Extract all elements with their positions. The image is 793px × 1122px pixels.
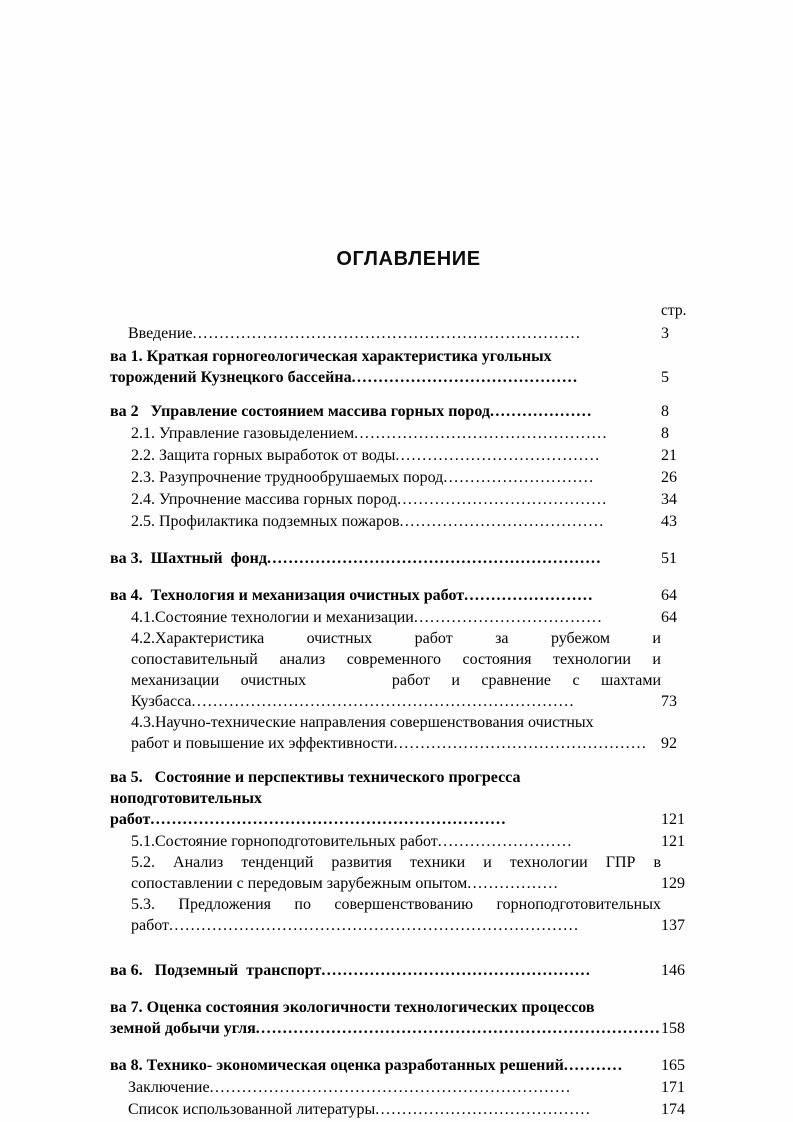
chapter-1-line-1: ва 1. Краткая горногеологическая характеристика угольных [110, 348, 552, 365]
page-number: 5 [661, 369, 669, 386]
chapter-5-body [110, 767, 661, 830]
toc-entry-2-5[interactable] [110, 511, 695, 532]
section-2-4-label: 2.4. Упрочнение массива горных пород [131, 491, 398, 508]
page-number: 129 [661, 875, 685, 892]
page-number: 121 [661, 811, 685, 828]
page-number: 64 [661, 587, 677, 604]
toc-entry-label [110, 1099, 661, 1120]
section-5-1-label: 5.1.Состояние горноподготовительных работ [131, 833, 438, 850]
chapter-4-label: ва 4. Технология и механизация очистных работ [110, 587, 465, 604]
dot-leader: ...................................... [399, 513, 605, 530]
toc-entry-label [110, 323, 661, 344]
dot-leader: ........................ [464, 587, 594, 604]
introduction-label: Введение [128, 325, 193, 342]
chapter-2-label: ва 2 Управление состоянием массива горных пород [110, 403, 490, 420]
section-5-3-body [110, 894, 661, 936]
section-2-1-label: 2.1. Управление газовыделением [131, 425, 355, 442]
section-4-2-line-1: 4.2.Характеристика очистных работ за рубежом и [131, 630, 661, 647]
chapter-7-line-2: земной добычи угля [110, 1020, 256, 1037]
toc-entry-4-3[interactable] [110, 712, 695, 754]
page-number: 121 [661, 833, 685, 850]
toc-entry-4-1[interactable] [110, 607, 695, 628]
chapter-6-label: ва 6. Подземный транспорт [110, 962, 322, 979]
toc-entry-chapter-8[interactable] [110, 1055, 695, 1076]
page-number: 92 [661, 735, 677, 752]
toc-entry-label [110, 401, 661, 422]
chapter-5-line-2: ноподготовительных работ [110, 790, 266, 828]
toc-entry-conclusion[interactable] [110, 1077, 695, 1098]
chapter-1-line-2: торождений Кузнецкого бассейна [110, 369, 352, 386]
section-spacer [110, 936, 695, 944]
dot-leader: ................................................................... [209, 1079, 572, 1096]
page-number: 43 [661, 513, 677, 530]
toc-entry-2-3[interactable] [110, 467, 695, 488]
toc-entry-label [110, 894, 661, 936]
toc-entry-label [110, 1055, 661, 1076]
toc-entry-bibliography[interactable] [110, 1099, 695, 1120]
toc-entry-label [110, 548, 661, 569]
toc-entry-5-1[interactable] [110, 831, 695, 852]
page-title: ОГЛАВЛЕНИЕ [336, 248, 481, 270]
section-4-3-body [110, 712, 661, 754]
toc-entry-introduction[interactable] [110, 323, 695, 344]
page-number: 8 [661, 403, 669, 420]
toc-entry-4-2[interactable] [110, 628, 695, 712]
dot-leader: ............................................................................ [169, 917, 580, 934]
chapter-8-label: ва 8. Технико- экономическая оценка разработанных решений [110, 1057, 564, 1074]
toc-entry-chapter-5[interactable] [110, 767, 695, 830]
page-number: 21 [661, 447, 677, 464]
dot-leader: ......................... [437, 833, 573, 850]
pages-column-header: стр. [661, 302, 687, 319]
page-number: 73 [661, 693, 677, 710]
page-number: 137 [661, 917, 685, 934]
dot-leader: ...................................... [395, 447, 601, 464]
toc-entry-chapter-2[interactable] [110, 401, 695, 422]
page-number: 8 [661, 425, 669, 442]
page-number: 174 [661, 1101, 685, 1118]
toc-entry-label [110, 467, 661, 488]
section-4-2-line-4: Кузбасса [131, 693, 192, 710]
dot-leader: ................... [489, 403, 593, 420]
page-number: 3 [661, 325, 669, 342]
section-4-3-line-2: работ и повышение их эффективности [131, 735, 394, 752]
section-spacer [110, 754, 695, 767]
section-5-2-line-1: 5.2. Анализ тенденций развития техники и технологии ГПР в [131, 854, 661, 871]
section-2-2-label: 2.2. Защита горных выработок от воды [131, 447, 396, 464]
chapter-7-body [110, 997, 661, 1039]
toc-entry-2-4[interactable] [110, 489, 695, 510]
dot-leader: ................................... [413, 609, 603, 626]
toc-entry-label [110, 511, 661, 532]
section-4-2-line-3: механизации очистных работ и сравнение с шахтами [131, 672, 661, 689]
dot-leader: ............................................... [354, 425, 608, 442]
toc-entry-2-2[interactable] [110, 445, 695, 466]
toc-entry-label [110, 712, 661, 754]
section-4-1-label: 4.1.Состояние технологии и механизации [131, 609, 414, 626]
dot-leader: .................................................. [321, 962, 592, 979]
toc-entry-5-2[interactable] [110, 852, 695, 894]
section-4-2-body [110, 628, 661, 712]
chapter-3-label: ва 3. Шахтный фонд [110, 550, 267, 567]
section-4-3-line-1: 4.3.Научно-технические направления совершенствования очистных [131, 714, 594, 731]
section-5-3-line-1: 5.3. Предложения по совершенствованию горноподготовительных [131, 896, 661, 913]
page-number: 26 [661, 469, 677, 486]
section-2-3-label: 2.3. Разупрочнение труднообрушаемых пород [131, 469, 444, 486]
toc-entry-label [110, 585, 661, 606]
dot-leader: ....................................... [397, 491, 608, 508]
dot-leader: ........................................................................... [255, 1020, 661, 1037]
toc-entry-label [110, 852, 661, 894]
section-4-2-line-2: сопоставительный анализ современного состояния технологии и [131, 651, 661, 668]
section-2-5-label: 2.5. Профилактика подземных пожаров [131, 513, 400, 530]
section-5-2-line-2: сопоставлении с передовым зарубежным опытом [131, 875, 468, 892]
bibliography-label: Список использованной литературы [128, 1101, 376, 1118]
dot-leader: .......................................... [351, 369, 579, 386]
dot-leader: ............................................... [393, 735, 648, 752]
chapter-7-line-1: ва 7. Оценка состояния экологичности технологических процессов [110, 999, 595, 1016]
toc-entry-chapter-6[interactable] [110, 960, 695, 981]
dot-leader: ....................................................................... [191, 693, 575, 710]
page-number: 158 [661, 1020, 685, 1037]
page-number: 51 [661, 550, 677, 567]
toc-entry-label [110, 423, 661, 444]
table-of-contents [110, 248, 695, 1120]
conclusion-label: Заключение [128, 1079, 210, 1096]
dot-leader: .............................................................. [266, 550, 602, 567]
dot-leader: ........................................ [375, 1101, 592, 1118]
toc-entry-chapter-1[interactable] [110, 346, 695, 388]
dot-leader: .................................................................. [150, 811, 507, 828]
page-number: 146 [661, 962, 685, 979]
toc-entry-5-3[interactable] [110, 894, 695, 936]
section-spacer [110, 388, 695, 401]
toc-entry-label [110, 489, 661, 510]
page-number: 165 [661, 1057, 685, 1074]
dot-leader: ................. [467, 875, 560, 892]
toc-entry-2-1[interactable] [110, 423, 695, 444]
dot-leader: ........... [563, 1057, 624, 1074]
pages-column-header-row [110, 303, 695, 323]
toc-entry-label [110, 1077, 661, 1098]
chapter-5-line-1: ва 5. Состояние и перспективы технического прогресса [110, 769, 521, 786]
toc-entry-chapter-4[interactable] [110, 585, 695, 606]
toc-entry-label [110, 607, 661, 628]
toc-entry-label [110, 831, 661, 852]
toc-entry-chapter-7[interactable] [110, 997, 695, 1039]
toc-entry-label [110, 445, 661, 466]
dot-leader: ........................................................................ [192, 325, 582, 342]
dot-leader: ............................ [443, 469, 595, 486]
section-5-2-body [110, 852, 661, 894]
page-number: 34 [661, 491, 677, 508]
page-number: 64 [661, 609, 677, 626]
chapter-1-body [110, 346, 661, 388]
toc-entry-label [110, 960, 661, 981]
section-5-3-line-2: работ [131, 917, 170, 934]
toc-entry-label [110, 628, 661, 712]
page-number: 171 [661, 1079, 685, 1096]
toc-entry-chapter-3[interactable] [110, 548, 695, 569]
